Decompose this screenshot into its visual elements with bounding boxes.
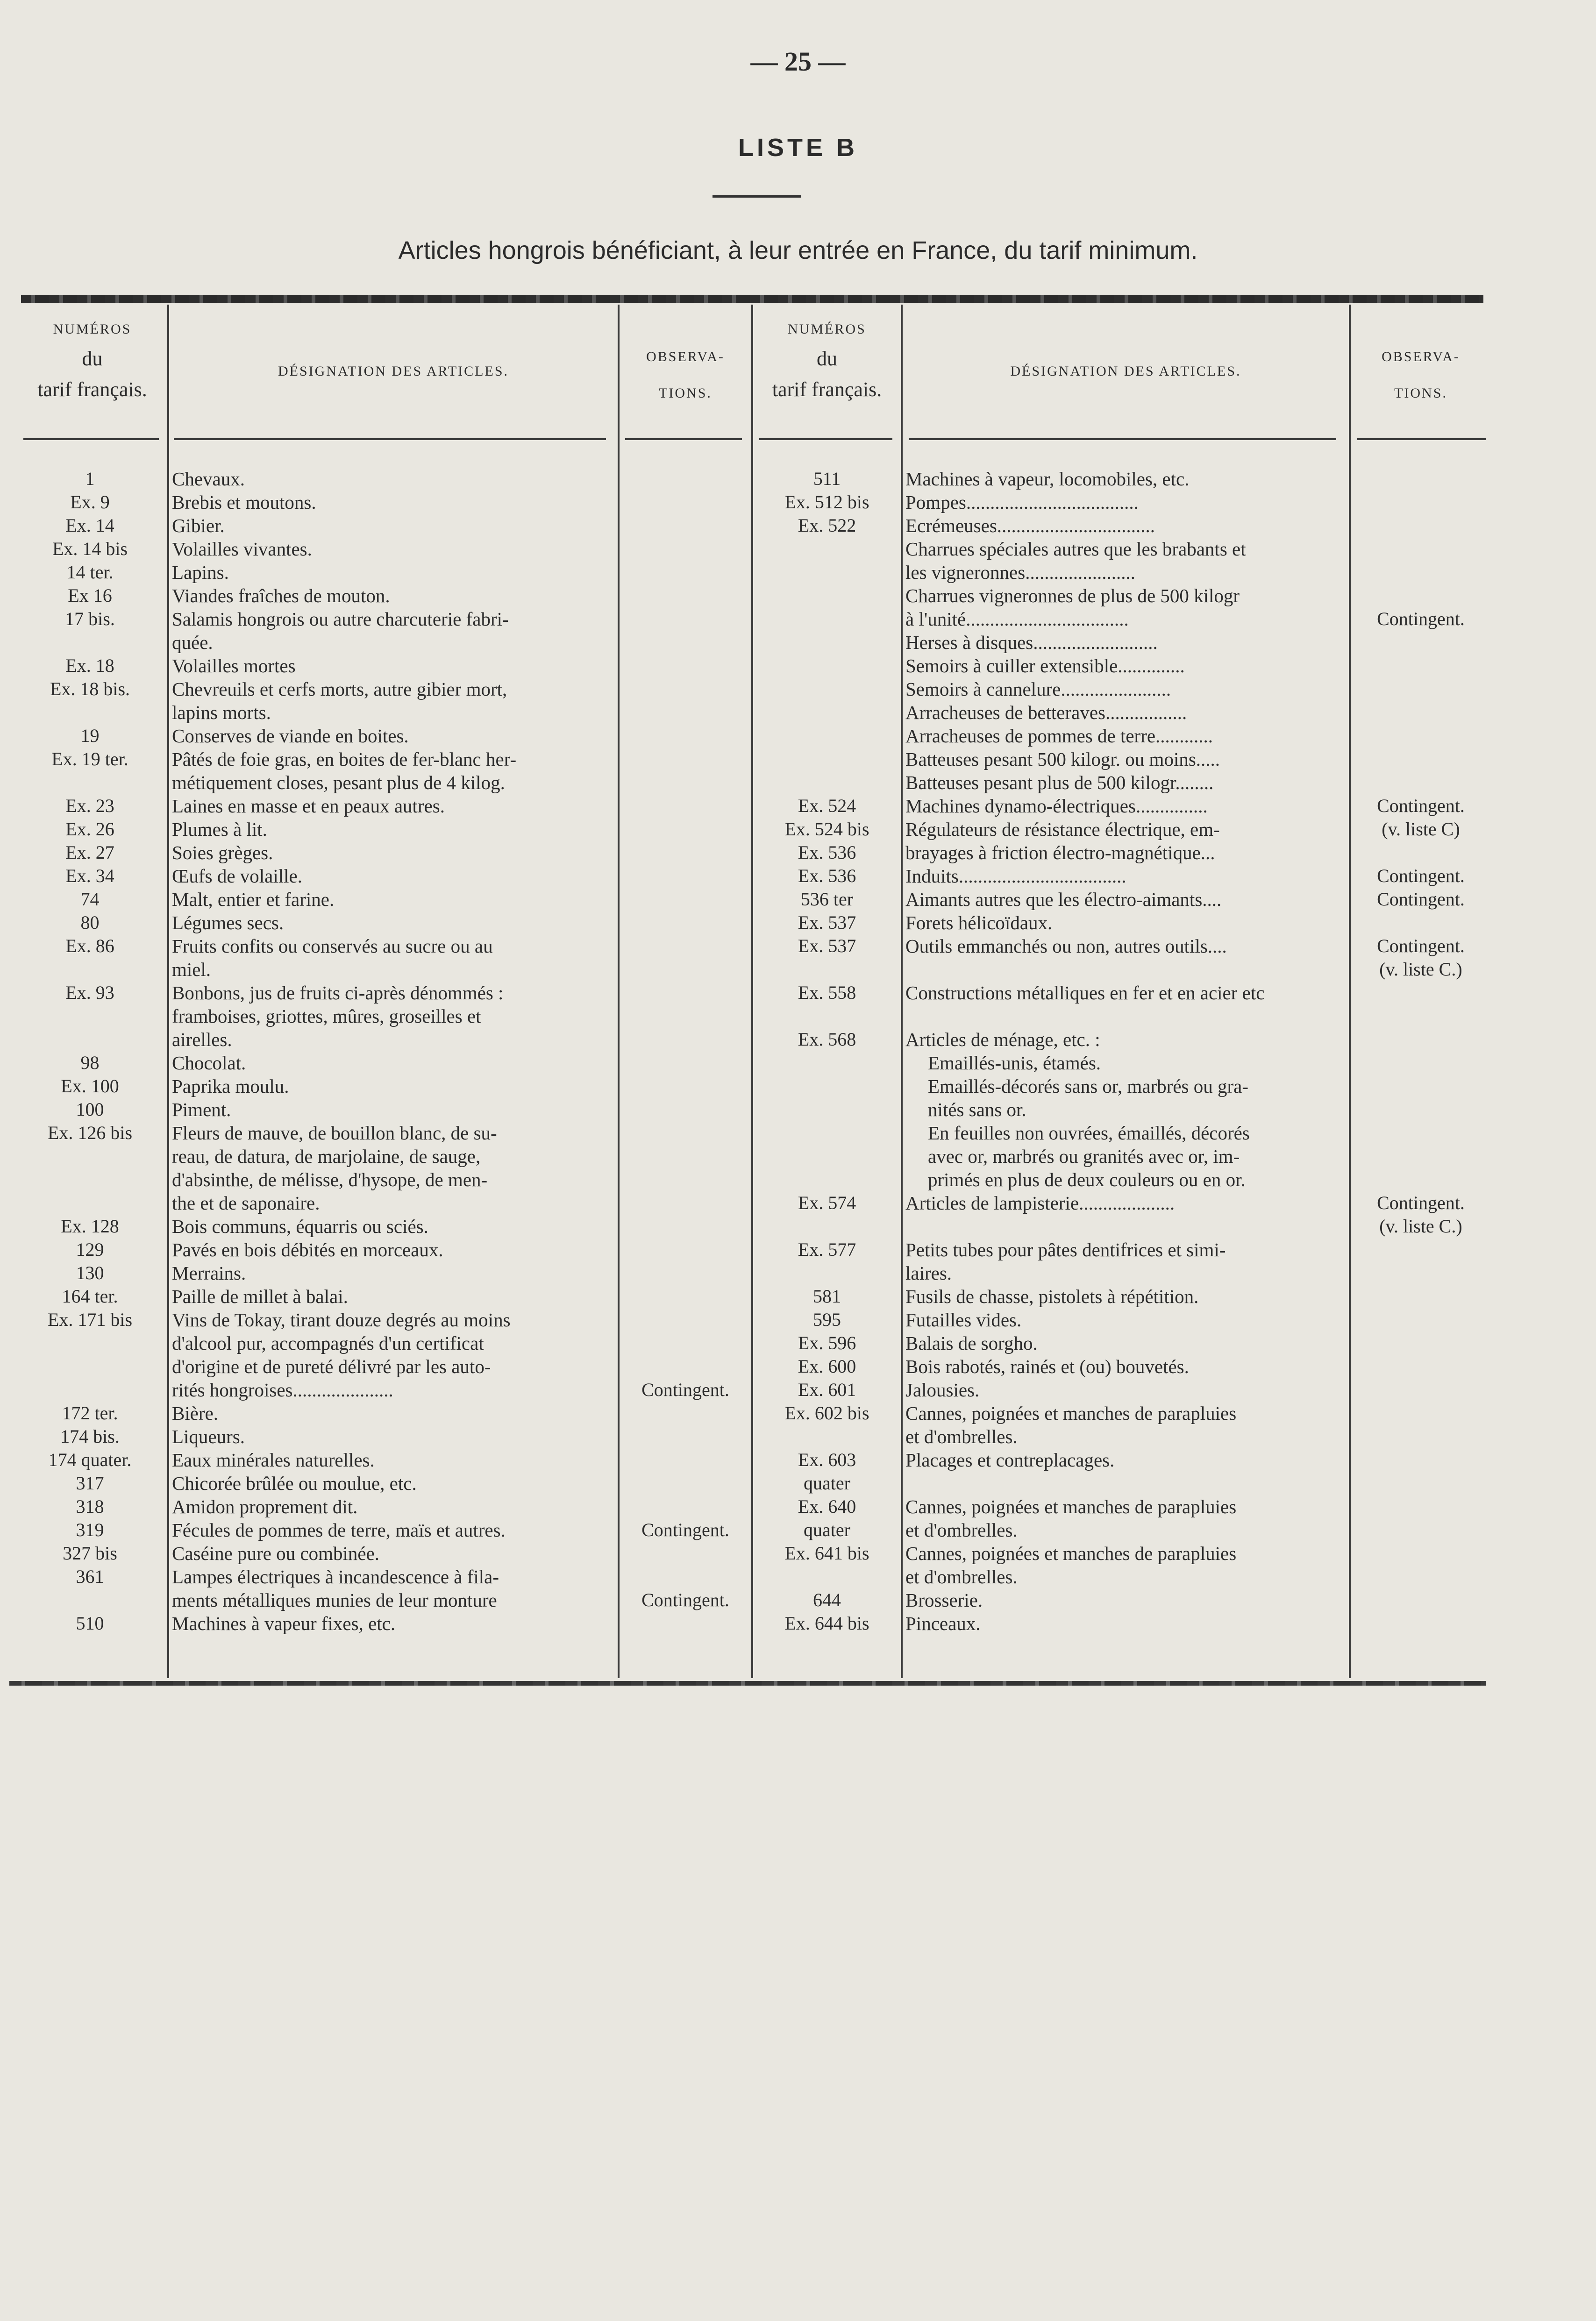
observation: (v. liste C) — [1382, 819, 1460, 840]
article-designation: Cannes, poignées et manches de parapluies — [905, 1403, 1237, 1424]
tariff-number: Ex. 536 — [798, 865, 856, 886]
table-row — [0, 1051, 1495, 1075]
tariff-number: quater — [804, 1519, 850, 1540]
table-bottom-rule — [9, 1681, 1486, 1686]
article-designation: Viandes fraîches de mouton. — [172, 585, 390, 606]
article-designation: En feuilles non ouvrées, émaillés, décorés — [928, 1122, 1250, 1144]
article-designation: Fleurs de mauve, de bouillon blanc, de su- — [172, 1122, 497, 1144]
right-table-body — [0, 467, 1495, 1635]
article-designation: et d'ombrelles. — [905, 1519, 1018, 1541]
header-numeros-line: tarif français. — [37, 378, 147, 401]
observation: Contingent. — [641, 1519, 729, 1540]
article-designation: nités sans or. — [928, 1099, 1026, 1120]
tariff-number: 1 — [85, 468, 95, 489]
tariff-number: 510 — [76, 1613, 104, 1634]
table-row — [0, 1145, 1495, 1168]
tariff-number: 581 — [813, 1286, 841, 1307]
article-designation: laires. — [905, 1262, 952, 1284]
tariff-number: Ex. 126 bis — [47, 1122, 133, 1143]
article-designation: Salamis hongrois ou autre charcuterie fabri- — [172, 608, 509, 630]
table-row — [0, 1191, 1495, 1215]
table-row — [0, 631, 1495, 654]
tariff-number: Ex. 641 bis — [784, 1543, 869, 1564]
table-row — [0, 607, 1495, 631]
tariff-number: Ex. 522 — [798, 515, 856, 536]
header-rule — [23, 438, 159, 440]
article-designation: Chevreuils et cerfs morts, autre gibier mort, — [172, 678, 507, 700]
table-row — [0, 748, 1495, 771]
tariff-number: Ex. 34 — [65, 865, 114, 886]
table-row — [0, 701, 1495, 724]
table-row — [0, 818, 1495, 841]
tariff-number: Ex. 568 — [798, 1029, 856, 1050]
article-designation: Pâtés de foie gras, en boites de fer-blanc her- — [172, 748, 517, 770]
article-designation: ments métalliques munies de leur monture — [172, 1589, 497, 1611]
table-row — [0, 1004, 1495, 1028]
article-designation: d'absinthe, de mélisse, d'hysope, de men- — [172, 1169, 488, 1190]
tariff-number: Ex. 596 — [798, 1332, 856, 1353]
tariff-number: 14 ter. — [66, 562, 114, 583]
tariff-number: 98 — [80, 1052, 100, 1073]
tariff-number: Ex. 536 — [798, 842, 856, 863]
table-row — [0, 958, 1495, 981]
article-designation: Batteuses pesant plus de 500 kilogr........ — [905, 772, 1214, 793]
article-designation: brayages à friction électro-magnétique... — [905, 842, 1215, 863]
header-rule — [625, 438, 742, 440]
article-designation: Brosserie. — [905, 1589, 983, 1611]
header-obs-line: TIONS. — [659, 385, 712, 401]
tariff-number: Ex. 524 bis — [784, 819, 869, 840]
observation: Contingent. — [1377, 608, 1465, 629]
header-designation-left: DÉSIGNATION DES ARTICLES. — [278, 363, 509, 379]
table-row — [0, 1448, 1495, 1472]
article-designation: Lampes électriques à incandescence à fila- — [172, 1566, 499, 1588]
tariff-number: 644 — [813, 1589, 841, 1610]
tariff-number: 100 — [76, 1099, 104, 1120]
article-designation: d'alcool pur, accompagnés d'un certificat — [172, 1332, 484, 1354]
header-numeros-line: du — [817, 347, 837, 370]
article-designation: Paille de millet à balai. — [172, 1286, 348, 1307]
table-row — [0, 1028, 1495, 1051]
article-designation: Herses à disques.......................... — [905, 632, 1158, 653]
article-designation: Chicorée brûlée ou moulue, etc. — [172, 1473, 417, 1494]
tariff-number: 174 quater. — [48, 1449, 132, 1470]
article-designation: Semoirs à cannelure....................... — [905, 678, 1171, 700]
article-designation: primés en plus de deux couleurs ou en or. — [928, 1169, 1246, 1190]
article-designation: Jalousies. — [905, 1379, 980, 1401]
article-designation: Amidon proprement dit. — [172, 1496, 358, 1517]
observation: Contingent. — [1377, 1192, 1465, 1213]
article-designation: à l'unité.................................. — [905, 608, 1129, 630]
article-designation: Laines en masse et en peaux autres. — [172, 795, 445, 817]
article-designation: Chocolat. — [172, 1052, 246, 1074]
article-designation: d'origine et de pureté délivré par les auto- — [172, 1356, 491, 1377]
article-designation: framboises, griottes, mûres, groseilles et — [172, 1005, 481, 1027]
tariff-number: Ex 16 — [68, 585, 112, 606]
table-top-rule — [21, 295, 1483, 303]
tariff-number: Ex. 577 — [798, 1239, 856, 1260]
article-designation: Pavés en bois débités en morceaux. — [172, 1239, 443, 1260]
tariff-number: Ex. 18 — [65, 655, 114, 676]
tariff-number: Ex. 602 bis — [784, 1403, 869, 1424]
article-designation: Placages et contreplacages. — [905, 1449, 1115, 1471]
article-designation: Lapins. — [172, 562, 229, 583]
tariff-number: 164 ter. — [62, 1286, 118, 1307]
observation: Contingent. — [1377, 889, 1465, 910]
tariff-number: Ex. 27 — [65, 842, 114, 863]
article-designation: Petits tubes pour pâtes dentifrices et simi- — [905, 1239, 1226, 1260]
table-row — [0, 1588, 1495, 1612]
tariff-number: 318 — [76, 1496, 104, 1517]
list-title: LISTE B — [738, 134, 858, 162]
article-designation: Gibier. — [172, 515, 225, 536]
title-rule — [712, 195, 801, 198]
tariff-number: Ex. 537 — [798, 935, 856, 956]
article-designation: et d'ombrelles. — [905, 1566, 1018, 1588]
article-designation: Emaillés-unis, étamés. — [928, 1052, 1101, 1074]
table-row — [0, 514, 1495, 537]
table-row — [0, 1168, 1495, 1191]
table-row — [0, 911, 1495, 934]
header-obs-line: OBSERVA- — [1382, 349, 1460, 364]
observation: (v. liste C.) — [1379, 959, 1462, 980]
table-row — [0, 841, 1495, 864]
tariff-number: Ex. 524 — [798, 795, 856, 816]
article-designation: Bois communs, équarris ou sciés. — [172, 1216, 428, 1237]
article-designation: Induits................................... — [905, 865, 1126, 887]
article-designation: Bois rabotés, rainés et (ou) bouvetés. — [905, 1356, 1189, 1377]
article-designation: Bière. — [172, 1403, 219, 1424]
table-row — [0, 771, 1495, 794]
header-numeros-left — [19, 322, 166, 400]
header-observations-left — [620, 339, 751, 412]
article-designation: Bonbons, jus de fruits ci-après dénommés : — [172, 982, 504, 1004]
article-designation: Cannes, poignées et manches de parapluies — [905, 1543, 1237, 1564]
header-observations-right — [1351, 339, 1491, 412]
header-rule — [174, 438, 606, 440]
table-row — [0, 677, 1495, 701]
article-designation: Cannes, poignées et manches de parapluies — [905, 1496, 1237, 1517]
table-row — [0, 467, 1495, 491]
tariff-number: 74 — [80, 889, 100, 910]
table-row — [0, 1215, 1495, 1238]
header-obs-line: TIONS. — [1394, 385, 1447, 401]
article-designation: Soies grèges. — [172, 842, 273, 863]
article-designation: Arracheuses de pommes de terre............ — [905, 725, 1213, 747]
table-row — [0, 724, 1495, 748]
tariff-number: 595 — [813, 1309, 841, 1330]
tariff-number: 19 — [80, 725, 100, 746]
article-designation: Conserves de viande en boites. — [172, 725, 409, 747]
article-designation: Futailles vides. — [905, 1309, 1022, 1331]
header-numeros-line: NUMÉROS — [788, 321, 866, 337]
article-designation: airelles. — [172, 1029, 232, 1050]
page-number: — 25 — — [750, 46, 846, 77]
article-designation: Vins de Tokay, tirant douze degrés au moins — [172, 1309, 511, 1331]
table-row — [0, 1331, 1495, 1355]
article-designation: Eaux minérales naturelles. — [172, 1449, 375, 1471]
article-designation: Pinceaux. — [905, 1613, 981, 1634]
tariff-number: Ex. 603 — [798, 1449, 856, 1470]
table-row — [0, 1238, 1495, 1261]
tariff-number: Ex. 14 bis — [52, 538, 128, 559]
article-designation: Outils emmanchés ou non, autres outils.... — [905, 935, 1227, 957]
table-row — [0, 934, 1495, 958]
table-row — [0, 1542, 1495, 1565]
observation: (v. liste C.) — [1379, 1216, 1462, 1237]
table-row — [0, 864, 1495, 888]
table-row — [0, 1355, 1495, 1378]
observation: Contingent. — [1377, 935, 1465, 956]
table-row — [0, 537, 1495, 561]
article-designation: Brebis et moutons. — [172, 491, 316, 513]
tariff-number: Ex. 86 — [65, 935, 114, 956]
tariff-number: Ex. 574 — [798, 1192, 856, 1213]
article-designation: Charrues vigneronnes de plus de 500 kilogr — [905, 585, 1240, 606]
article-designation: Fusils de chasse, pistolets à répétition. — [905, 1286, 1199, 1307]
table-row — [0, 1308, 1495, 1331]
tariff-number: Ex. 100 — [61, 1075, 119, 1096]
observation: Contingent. — [641, 1589, 729, 1610]
tariff-number: 536 ter — [800, 889, 854, 910]
article-designation: et d'ombrelles. — [905, 1426, 1018, 1447]
header-numeros-right — [753, 322, 901, 400]
article-designation: les vigneronnes....................... — [905, 562, 1135, 583]
table-row — [0, 1285, 1495, 1308]
tariff-number: Ex. 19 ter. — [51, 748, 128, 769]
table-row — [0, 981, 1495, 1004]
tariff-number: Ex. 23 — [65, 795, 114, 816]
tariff-number: Ex. 512 bis — [784, 491, 869, 513]
article-designation: Malt, entier et farine. — [172, 889, 335, 910]
table-row — [0, 1425, 1495, 1448]
article-designation: Volailles mortes — [172, 655, 296, 676]
article-designation: Machines à vapeur fixes, etc. — [172, 1613, 396, 1634]
tariff-number: Ex. 601 — [798, 1379, 856, 1400]
article-designation: reau, de datura, de marjolaine, de sauge, — [172, 1146, 481, 1167]
table-row — [0, 1495, 1495, 1518]
article-designation: Constructions métalliques en fer et en acier etc — [905, 982, 1265, 1004]
tariff-number: Ex. 171 bis — [47, 1309, 133, 1330]
article-designation: Ecrémeuses................................. — [905, 515, 1155, 536]
tariff-number: Ex. 9 — [70, 491, 110, 513]
tariff-number: Ex. 93 — [65, 982, 114, 1003]
article-designation: Emaillés-décorés sans or, marbrés ou gra- — [928, 1075, 1248, 1097]
article-designation: Machines dynamo-électriques............... — [905, 795, 1208, 817]
tariff-number: 129 — [76, 1239, 104, 1260]
article-designation: Machines à vapeur, locomobiles, etc. — [905, 468, 1190, 490]
article-designation: Balais de sorgho. — [905, 1332, 1038, 1354]
article-designation: Régulateurs de résistance électrique, em- — [905, 819, 1220, 840]
article-designation: Chevaux. — [172, 468, 245, 490]
table-row — [0, 654, 1495, 677]
article-designation: Caséine pure ou combinée. — [172, 1543, 380, 1564]
article-designation: Plumes à lit. — [172, 819, 267, 840]
article-designation: Arracheuses de betteraves................. — [905, 702, 1187, 723]
article-designation: Semoirs à cuiller extensible.............. — [905, 655, 1185, 676]
article-designation: Aimants autres que les électro-aimants.... — [905, 889, 1222, 910]
article-designation: Fruits confits ou conservés au sucre ou au — [172, 935, 493, 957]
header-designation-right: DÉSIGNATION DES ARTICLES. — [1010, 363, 1241, 379]
header-numeros-line: NUMÉROS — [53, 321, 132, 337]
table-row — [0, 1472, 1495, 1495]
tariff-number: Ex. 128 — [61, 1216, 119, 1237]
header-rule — [909, 438, 1336, 440]
article-designation: avec or, marbrés ou granités avec or, im- — [928, 1146, 1240, 1167]
tariff-number: 319 — [76, 1519, 104, 1540]
article-designation: Batteuses pesant 500 kilogr. ou moins..... — [905, 748, 1220, 770]
article-designation: Pompes.................................... — [905, 491, 1139, 513]
article-designation: Charrues spéciales autres que les brabants et — [905, 538, 1246, 560]
table-row — [0, 1121, 1495, 1145]
article-designation: Légumes secs. — [172, 912, 284, 933]
article-designation: the et de saponaire. — [172, 1192, 320, 1214]
tariff-number: Ex. 26 — [65, 819, 114, 840]
article-designation: Forets hélicoïdaux. — [905, 912, 1053, 933]
article-designation: Volailles vivantes. — [172, 538, 312, 560]
article-designation: lapins morts. — [172, 702, 271, 723]
tariff-number: 17 bis. — [65, 608, 115, 629]
tariff-number: Ex. 558 — [798, 982, 856, 1003]
tariff-number: Ex. 600 — [798, 1356, 856, 1377]
article-designation: rités hongroises..................... — [172, 1379, 393, 1401]
header-obs-line: OBSERVA- — [646, 349, 725, 364]
table-row — [0, 1098, 1495, 1121]
table-row — [0, 1075, 1495, 1098]
tariff-number: 361 — [76, 1566, 104, 1587]
header-numeros-line: du — [82, 347, 103, 370]
tariff-number: Ex. 14 — [65, 515, 114, 536]
article-designation: Œufs de volaille. — [172, 865, 302, 887]
tariff-number: Ex. 537 — [798, 912, 856, 933]
table-row — [0, 561, 1495, 584]
subtitle: Articles hongrois bénéficiant, à leur entrée en France, du tarif minimum. — [398, 236, 1198, 264]
table-row — [0, 1378, 1495, 1402]
observation: Contingent. — [1377, 795, 1465, 816]
article-designation: Liqueurs. — [172, 1426, 245, 1447]
tariff-number: 317 — [76, 1473, 104, 1494]
table-row — [0, 1261, 1495, 1285]
tariff-number: 511 — [813, 468, 841, 489]
article-designation: Piment. — [172, 1099, 231, 1120]
table-row — [0, 794, 1495, 818]
tariff-number: quater — [804, 1473, 850, 1494]
table-row — [0, 1518, 1495, 1542]
article-designation: quée. — [172, 632, 213, 653]
tariff-number: Ex. 640 — [798, 1496, 856, 1517]
header-rule — [1357, 438, 1486, 440]
table-row — [0, 584, 1495, 607]
tariff-number: 327 bis — [63, 1543, 117, 1564]
table-row — [0, 491, 1495, 514]
table-row — [0, 888, 1495, 911]
table-row — [0, 1402, 1495, 1425]
tariff-number: Ex. 18 bis. — [50, 678, 130, 699]
tariff-number: Ex. 644 bis — [784, 1613, 869, 1634]
table-row — [0, 1565, 1495, 1588]
article-designation: Merrains. — [172, 1262, 246, 1284]
article-designation: miel. — [172, 959, 211, 980]
tariff-number: 80 — [80, 912, 100, 933]
article-designation: Paprika moulu. — [172, 1075, 289, 1097]
tariff-number: 174 bis. — [60, 1426, 120, 1447]
tariff-number: 130 — [76, 1262, 104, 1283]
article-designation: Fécules de pommes de terre, maïs et autres. — [172, 1519, 506, 1541]
article-designation: Articles de ménage, etc. : — [905, 1029, 1100, 1050]
observation: Contingent. — [641, 1379, 729, 1400]
observation: Contingent. — [1377, 865, 1465, 886]
table-row — [0, 1612, 1495, 1635]
article-designation: Articles de lampisterie.................... — [905, 1192, 1175, 1214]
header-rule — [759, 438, 892, 440]
tariff-number: 172 ter. — [62, 1403, 118, 1424]
header-numeros-line: tarif français. — [772, 378, 882, 401]
article-designation: métiquement closes, pesant plus de 4 kilog. — [172, 772, 505, 793]
